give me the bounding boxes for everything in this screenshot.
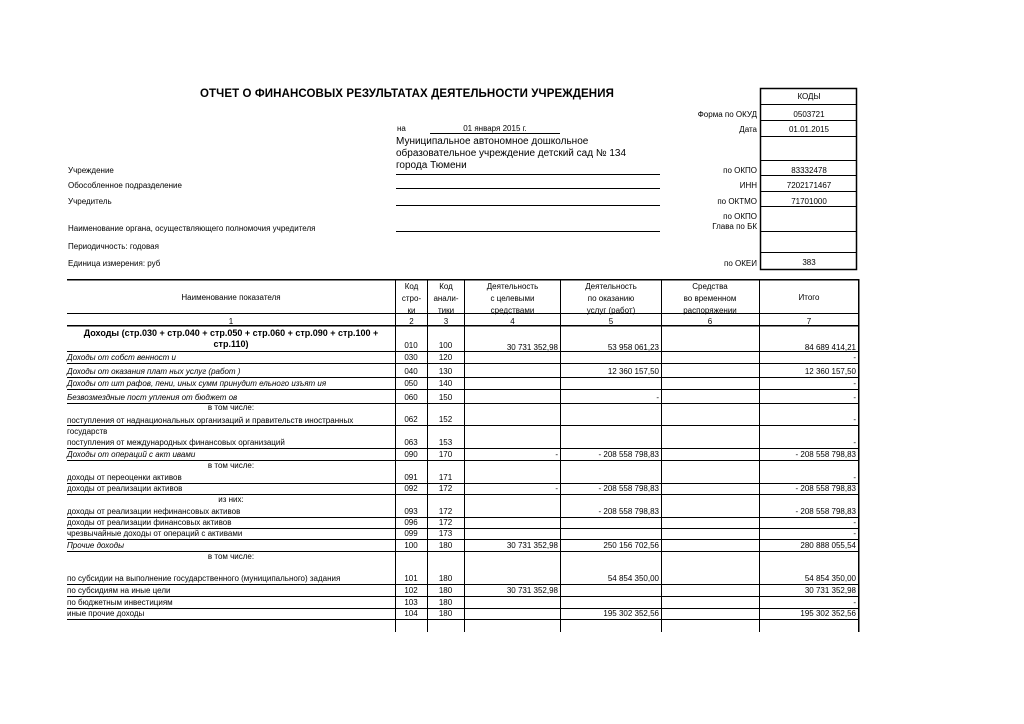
row-analytics-code: 153: [438, 438, 453, 447]
code-okei: 383: [802, 258, 816, 267]
row-name: Доходы от оказания плат ных услуг (работ ): [67, 367, 241, 376]
row-value-total: 195 302 352,56: [800, 609, 856, 618]
row-name: чрезвычайные доходы от операций с активами: [67, 529, 243, 538]
row-value-total: -: [853, 415, 856, 424]
col-num-5: 5: [608, 317, 614, 326]
label-unit: Единица измерения: руб: [68, 259, 161, 268]
label-okei: по ОКЕИ: [724, 259, 757, 268]
row-value-services: 12 360 157,50: [607, 367, 659, 376]
row-value-targeted: 30 731 352,98: [506, 586, 558, 595]
col-num-4: 4: [510, 317, 515, 326]
row-subheading: из них:: [218, 495, 244, 504]
label-okpo-2: по ОКПО: [723, 212, 757, 221]
row-analytics-code: 120: [438, 353, 453, 362]
codes-header: КОДЫ: [797, 92, 821, 101]
label-okud: Форма по ОКУД: [697, 110, 757, 119]
row-value-services: 195 302 352,56: [603, 609, 659, 618]
row-name: Прочие доходы: [67, 541, 124, 550]
col-header-code-analytics: Код анали- тики: [433, 282, 459, 315]
row-analytics-code: 150: [438, 393, 453, 402]
row-code: 100: [404, 541, 418, 550]
row-value-total: 30 731 352,98: [804, 586, 856, 595]
report-title: ОТЧЕТ О ФИНАНСОВЫХ РЕЗУЛЬТАТАХ ДЕЯТЕЛЬНОСТИ УЧРЕЖДЕНИЯ: [200, 88, 614, 100]
col-header-services: Деятельность по оказанию услуг (работ): [585, 282, 637, 315]
row-name: Доходы от шт рафов, пени, иных сумм принудит ельного изъят ия: [67, 379, 327, 388]
col-num-6: 6: [707, 317, 713, 326]
row-value-total: -: [853, 518, 856, 527]
date-prefix: на: [397, 124, 406, 133]
row-analytics-code: 172: [438, 507, 453, 516]
label-oktmo: по ОКТМО: [717, 197, 757, 206]
row-value-targeted: -: [555, 484, 558, 493]
row-name: доходы от реализации активов: [67, 484, 183, 493]
col-header-code-row: Код стро- ки: [401, 282, 422, 315]
col-header-targeted: Деятельность с целевыми средствами: [486, 282, 539, 315]
label-institution: Учреждение: [68, 166, 114, 175]
row-name: по бюджетным инвестициям: [67, 598, 173, 607]
row-code: 091: [404, 473, 418, 482]
row-value-total: 54 854 350,00: [804, 574, 856, 583]
row-code: 104: [404, 609, 418, 618]
row-analytics-code: 180: [438, 541, 453, 550]
row-code: 063: [404, 438, 418, 447]
row-value-total: -: [853, 379, 856, 388]
col-num-7: 7: [806, 317, 812, 326]
row-value-total: 280 888 055,54: [800, 541, 856, 550]
row-value-total: - 208 558 798,83: [795, 507, 856, 516]
row-code: 092: [404, 484, 418, 493]
row-analytics-code: 173: [438, 529, 453, 538]
code-date: 01.01.2015: [788, 125, 830, 134]
code-okpo: 83332478: [791, 166, 827, 175]
col-num-2: 2: [409, 317, 414, 326]
label-authority: Наименование органа, осуществляющего полномочия учредителя: [68, 224, 316, 233]
row-analytics-code: 152: [438, 415, 453, 424]
row-name: по субсидии на выполнение государственного (муниципального) задания: [67, 574, 341, 583]
row-subheading: в том числе:: [207, 552, 255, 561]
row-code: 090: [404, 450, 418, 459]
row-analytics-code: 100: [438, 341, 453, 350]
row-code: 030: [404, 353, 418, 362]
row-analytics-code: 172: [438, 484, 453, 493]
row-name: поступления от международных финансовых организаций: [67, 438, 285, 447]
row-value-targeted: -: [555, 450, 558, 459]
label-date: Дата: [739, 125, 757, 134]
row-analytics-code: 170: [438, 450, 453, 459]
row-value-services: -: [656, 393, 659, 402]
row-code: 093: [404, 507, 418, 516]
row-code: 102: [404, 586, 418, 595]
code-okud: 0503721: [793, 110, 825, 119]
row-name: Доходы от собст венност и: [67, 353, 177, 362]
code-inn: 7202171467: [786, 181, 832, 190]
row-analytics-code: 171: [438, 473, 453, 482]
row-value-total: -: [853, 529, 856, 538]
row-name: доходы от реализации нефинансовых активов: [67, 507, 241, 516]
institution-name: Муниципальное автономное дошкольное образовательное учреждение детский сад № 134 города Тюмени: [396, 136, 627, 171]
row-value-total: - 208 558 798,83: [795, 484, 856, 493]
row-code: 096: [404, 518, 418, 527]
row-subheading: в том числе:: [207, 461, 255, 470]
row-code: 060: [404, 393, 418, 402]
row-value-services: 53 958 061,23: [607, 343, 659, 352]
label-founder: Учредитель: [68, 197, 112, 206]
row-value-total: -: [853, 353, 856, 362]
col-header-name: Наименование показателя: [181, 293, 281, 302]
row-analytics-code: 180: [438, 609, 453, 618]
col-num-1: 1: [228, 317, 234, 326]
row-code: 040: [404, 367, 418, 376]
row-value-services: 250 156 702,56: [603, 541, 659, 550]
row-name: по субсидиям на иные цели: [67, 586, 171, 595]
row-analytics-code: 172: [438, 518, 453, 527]
row-analytics-code: 140: [438, 379, 453, 388]
label-okpo: по ОКПО: [723, 166, 757, 175]
row-analytics-code: 180: [438, 574, 453, 583]
row-value-targeted: 30 731 352,98: [506, 541, 558, 550]
row-subheading: в том числе:: [207, 403, 255, 412]
row-code: 103: [404, 598, 418, 607]
row-name: иные прочие доходы: [67, 609, 145, 618]
row-code: 062: [404, 415, 418, 424]
row-value-services: - 208 558 798,83: [598, 450, 659, 459]
row-analytics-code: 180: [438, 586, 453, 595]
row-value-total: 12 360 157,50: [804, 367, 856, 376]
label-inn: ИНН: [739, 181, 757, 190]
row-value-services: - 208 558 798,83: [598, 484, 659, 493]
row-name: доходы от реализации финансовых активов: [67, 518, 232, 527]
row-name: доходы от переоценки активов: [67, 473, 182, 482]
row-value-targeted: 30 731 352,98: [506, 343, 558, 352]
code-oktmo: 71701000: [791, 197, 827, 206]
row-analytics-code: 180: [438, 598, 453, 607]
row-code: 050: [404, 379, 418, 388]
row-value-total: -: [853, 438, 856, 447]
row-value-total: -: [853, 473, 856, 482]
col-header-temporary: Средства во временном распоряжении: [683, 282, 737, 315]
row-value-total: 84 689 414,21: [804, 343, 856, 352]
row-value-services: 54 854 350,00: [607, 574, 659, 583]
col-header-total: Итого: [798, 293, 820, 302]
row-name: Доходы от операций с акт ивами: [67, 450, 196, 459]
label-budget-chapter: Глава по БК: [712, 222, 757, 231]
row-code: 099: [404, 529, 418, 538]
row-value-total: -: [853, 598, 856, 607]
row-value-total: - 208 558 798,83: [795, 450, 856, 459]
row-code: 010: [404, 341, 418, 350]
row-analytics-code: 130: [438, 367, 453, 376]
row-name: Безвозмездные пост упления от бюджет ов: [67, 393, 238, 402]
row-value-services: - 208 558 798,83: [598, 507, 659, 516]
row-name: поступления от наднациональных организаций и правительств иностранных государств: [67, 416, 354, 436]
label-periodicity: Периодичность: годовая: [68, 242, 159, 251]
row-value-total: -: [853, 393, 856, 402]
label-subdivision: Обособленное подразделение: [68, 181, 182, 190]
report-date: 01 января 2015 г.: [430, 124, 560, 134]
col-num-3: 3: [443, 317, 449, 326]
row-code: 101: [404, 574, 418, 583]
row-name: Доходы (стр.030 + стр.040 + стр.050 + стр.060 + стр.090 + стр.100 + стр.110): [83, 328, 379, 349]
